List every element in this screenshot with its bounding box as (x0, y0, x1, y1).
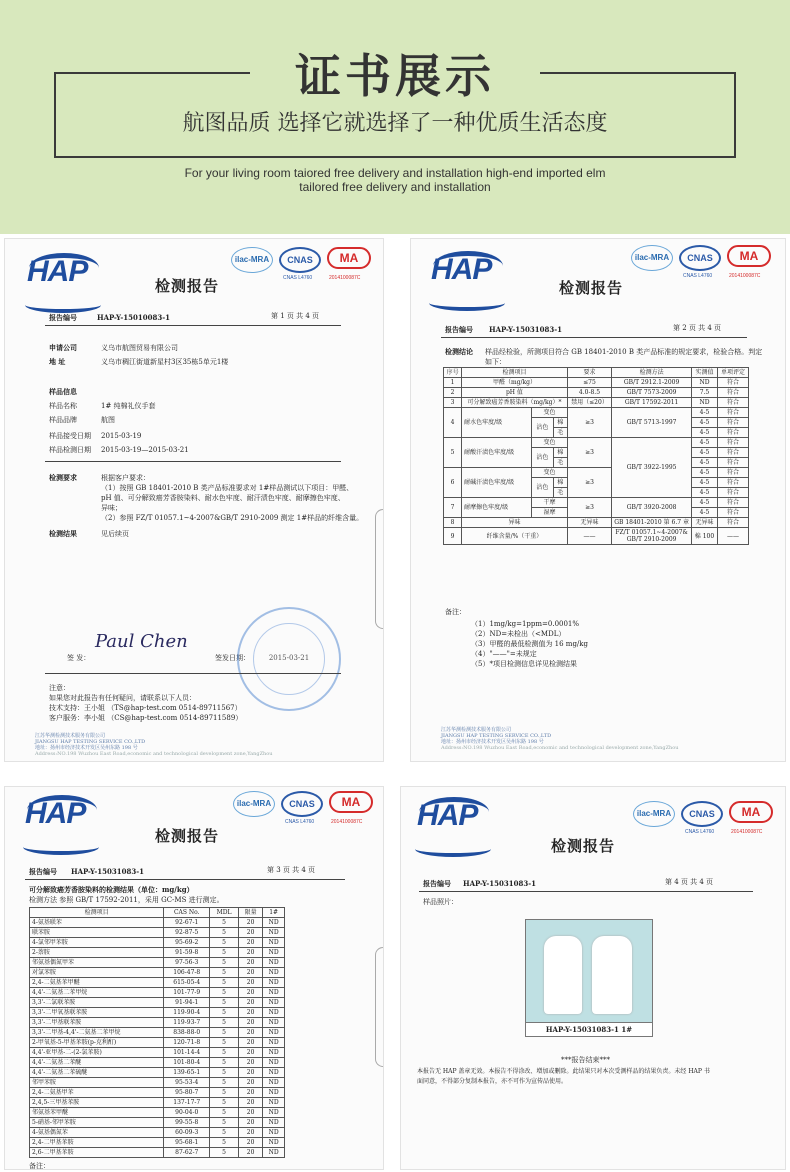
disclaimer-line-1: 本报告无 HAP 盖章无效。本报告不得涂改、增加或删除。此结果只对本次受测样品的结果负责。未经 HAP 书 (417, 1068, 710, 1075)
col-no: 序号 (444, 368, 462, 378)
divider (441, 337, 747, 338)
cas-number: 137-17-7 (164, 1098, 210, 1108)
requirement-line-4: 异味； (101, 504, 122, 512)
limit-value: 20 (238, 1108, 262, 1118)
note-line-3: （3）甲醛的最低检测值为 16 mg/kg (471, 640, 589, 648)
divider (45, 673, 341, 674)
test-seal-stamp (237, 607, 341, 711)
amine-name: 4,4'-二氨基二苯甲烷 (30, 988, 164, 998)
cas-number: 95-68-1 (164, 1138, 210, 1148)
cas-number: 95-69-2 (164, 938, 210, 948)
cas-number: 92-87-5 (164, 928, 210, 938)
limit-value: 20 (238, 958, 262, 968)
received-date: 2015-03-19 (101, 432, 142, 440)
limit-value: 20 (238, 938, 262, 948)
cas-number: 87-62-7 (164, 1148, 210, 1158)
table-row: 毛 4-5 符合 (444, 428, 749, 438)
table-row: 2 pH 值 4.0-8.5 GB/T 7573-2009 7.5 符合 (444, 388, 749, 398)
amine-name: 4-氨基偶氮苯 (30, 1128, 164, 1138)
amine-name: 4,4'-二氨基二苯醚 (30, 1058, 164, 1068)
table-row (30, 1008, 285, 1018)
binding-edge (375, 509, 383, 629)
col-req: 要求 (567, 368, 611, 378)
amine-name: 3,3'-二甲基-4,4'-二氨基二苯甲烷 (30, 1028, 164, 1038)
col-item: 检测项目 (462, 368, 568, 378)
test-date-label: 样品检测日期 (49, 446, 91, 454)
cnas-logo: CNAS (681, 801, 723, 827)
report-no: HAP-Y-15031083-1 (71, 867, 145, 876)
limit-value: 20 (238, 1038, 262, 1048)
cnas-logo: CNAS (281, 791, 323, 817)
received-date-label: 样品接受日期 (49, 432, 91, 440)
footer-address-en: Address:NO.198 Wuzhou East Road,economic and technological development zone,YangZhou (35, 751, 273, 757)
result-value: ND (263, 1078, 285, 1088)
table-row (30, 1148, 285, 1158)
result-value: ND (263, 998, 285, 1008)
result-value: ND (263, 978, 285, 988)
table-row (30, 998, 285, 1008)
table-row (30, 968, 285, 978)
cas-number: 615-05-4 (164, 978, 210, 988)
result-value: ND (263, 1018, 285, 1028)
table-row (30, 1068, 285, 1078)
brand-label: 样品品牌 (49, 416, 77, 424)
amine-name: 2,4-二氨基苯甲醚 (30, 978, 164, 988)
footer-address-en: Address:NO.198 Wuzhou East Road,economic and technological development zone,YangZhou (441, 745, 679, 751)
limit-value: 20 (238, 988, 262, 998)
limit-value: 20 (238, 1028, 262, 1038)
sample-name: 1# 纯棉礼仪手套 (101, 402, 156, 410)
report-no: HAP-Y-15031083-1 (489, 325, 563, 334)
cma-logo: MA (329, 791, 373, 813)
cnas-logo: CNAS (679, 245, 721, 271)
limit-value: 20 (238, 1008, 262, 1018)
hap-logo: HAP (21, 795, 103, 855)
limit-value: 20 (238, 1138, 262, 1148)
hap-logo: HAP (427, 251, 509, 311)
limit-value: 20 (238, 928, 262, 938)
cma-logo: MA (727, 245, 771, 267)
report-page-3 (4, 786, 384, 1170)
table-row (30, 1088, 285, 1098)
cas-number: 139-65-1 (164, 1068, 210, 1078)
photo-caption: HAP-Y-15031083-1 1# (526, 1022, 652, 1036)
mdl-value: 5 (210, 988, 239, 998)
report-no-label: 报告编号 (423, 879, 451, 888)
sample-info-label: 样品信息 (49, 387, 77, 396)
table-row (30, 1028, 285, 1038)
glove-right (592, 936, 632, 1014)
table-row (30, 978, 285, 988)
header-banner (0, 0, 790, 234)
brand: 航图 (101, 416, 115, 424)
page-subtitle: 航图品质 选择它就选择了一种优质生活态度 (182, 111, 608, 136)
certification-badges (633, 801, 783, 841)
report-no-label: 报告编号 (49, 313, 77, 322)
ilac-mra-logo: ilac-MRA (233, 791, 275, 817)
cnas-caption: CNAS L4760 (285, 819, 315, 825)
mdl-value: 5 (210, 1078, 239, 1088)
divider (419, 891, 753, 892)
amine-name: 邻氨基偶氮甲苯 (30, 958, 164, 968)
footer-address: 地址：扬州市经济技术开发区吴州东路 198 号 (35, 745, 138, 751)
address-label: 地 址 (49, 357, 66, 366)
page-info: 第 3 页 共 4 页 (267, 866, 316, 874)
mdl-value: 5 (210, 1088, 239, 1098)
cas-number: 90-04-0 (164, 1108, 210, 1118)
limit-value: 20 (238, 948, 262, 958)
report-no-label: 报告编号 (29, 867, 57, 876)
footer-company-en: JIANGSU HAP TESTING SERVICE CO.,LTD (35, 739, 146, 745)
result-value: ND (263, 988, 285, 998)
report-page-1 (4, 238, 384, 762)
table-row (30, 928, 285, 938)
result-value: ND (263, 958, 285, 968)
amine-name: 联苯胺 (30, 928, 164, 938)
table-header-row (30, 908, 285, 918)
result-value: ND (263, 1098, 285, 1108)
certification-badges (231, 247, 381, 287)
result-value: ND (263, 1088, 285, 1098)
table-row: 9 纤维含量/%（干重） —— FZ/T 01057.1~4-2007& GB/T 2910-2009 棉 100 —— (444, 528, 749, 545)
table-row: 3 可分解致癌芳香胺染料（mg/kg）* 禁用（≤20） GB/T 17592-2011 ND 符合 (444, 398, 749, 408)
table-row: 沾色 棉 4-5 符合 (444, 448, 749, 458)
cnas-caption: CNAS L4760 (683, 273, 713, 279)
report-no-label: 报告编号 (445, 325, 473, 334)
amine-name: 2,4-二氨基甲苯 (30, 1088, 164, 1098)
table-row (30, 938, 285, 948)
report-page-4 (400, 786, 786, 1170)
mdl-value: 5 (210, 1058, 239, 1068)
applicant-label: 申请公司 (49, 343, 77, 352)
cas-number: 91-59-8 (164, 948, 210, 958)
amine-name: 4,4'-亚甲基-二-(2-氯苯胺) (30, 1048, 164, 1058)
table-row (30, 958, 285, 968)
table-row (30, 918, 285, 928)
notes-label: 备注： (29, 1162, 50, 1170)
cas-number: 838-88-0 (164, 1028, 210, 1038)
footer-company-en: JIANGSU HAP TESTING SERVICE CO.,LTD (441, 733, 552, 739)
limit-value: 20 (238, 968, 262, 978)
table-row (30, 1018, 285, 1028)
binding-edge (375, 947, 383, 1067)
notes-label: 备注： (445, 608, 466, 616)
hap-logo: HAP (413, 797, 495, 857)
amine-name: 2,6-二甲基苯胺 (30, 1148, 164, 1158)
limit-value: 20 (238, 1018, 262, 1028)
table-row: 5 耐酸汗渍色牢度/级 变色 ≥3 GB/T 3922-1995 4-5 符合 (444, 438, 749, 448)
cas-number: 120-71-8 (164, 1038, 210, 1048)
result-value: ND (263, 928, 285, 938)
amine-name: 4-氯邻甲苯胺 (30, 938, 164, 948)
limit-value: 20 (238, 918, 262, 928)
amine-name: 邻甲苯胺 (30, 1078, 164, 1088)
footer-company: 江苏华测检测技术服务有限公司 (35, 733, 106, 739)
ilac-mra-logo: ilac-MRA (231, 247, 273, 273)
divider (45, 325, 341, 326)
mdl-value: 5 (210, 978, 239, 988)
result-value: ND (263, 1058, 285, 1068)
amine-name: 2-甲氧基-5-甲基苯胺(p-克利酊) (30, 1038, 164, 1048)
sample-photo (525, 919, 653, 1037)
method-line: 检测方法 参照 GB/T 17592-2011，采用 GC-MS 进行测定。 (29, 896, 224, 904)
mdl-value: 5 (210, 948, 239, 958)
col-result: 1# (263, 908, 285, 918)
amine-name: 3,3'-二甲氧基联苯胺 (30, 1008, 164, 1018)
cas-number: 101-77-9 (164, 988, 210, 998)
report-end-text: ***报告结束*** (561, 1056, 610, 1064)
certification-badges (233, 791, 383, 831)
col-value: 实测值 (691, 368, 717, 378)
cas-number: 91-94-1 (164, 998, 210, 1008)
col-eval: 单项评定 (717, 368, 748, 378)
report-title: 检测报告 (559, 279, 624, 297)
limit-value: 20 (238, 1098, 262, 1108)
mdl-value: 5 (210, 1048, 239, 1058)
amine-name: 4,4'-二氨基二苯硫醚 (30, 1068, 164, 1078)
mdl-value: 5 (210, 998, 239, 1008)
col-cas: CAS No. (164, 908, 210, 918)
result-value: ND (263, 1138, 285, 1148)
mdl-value: 5 (210, 918, 239, 928)
limit-value: 20 (238, 1078, 262, 1088)
table-row (30, 1138, 285, 1148)
mdl-value: 5 (210, 1118, 239, 1128)
amine-table (29, 907, 285, 1158)
amine-name: 2-萘胺 (30, 948, 164, 958)
table-row: 沾色 棉 4-5 符合 (444, 418, 749, 428)
result-value: ND (263, 1038, 285, 1048)
requirement-line-1: 根据客户要求： (101, 474, 150, 482)
note-line-3: 客户服务：李小姐 （CS@hap-test.com 0514-89711589） (49, 714, 243, 722)
requirement-line-2: （1）按照 GB 18401-2010 B 类产品标准要求对 1#样品测试以下项目：甲醛、 (101, 484, 354, 492)
table-header-row (444, 368, 749, 378)
cas-number: 95-53-4 (164, 1078, 210, 1088)
cas-number: 119-93-7 (164, 1018, 210, 1028)
limit-value: 20 (238, 998, 262, 1008)
conclusion-line-1: 样品经检验，所测项目符合 GB 18401-2010 B 类产品标准的规定要求，检验合格。判定 (485, 348, 763, 356)
cnas-caption: CNAS L4760 (685, 829, 715, 835)
cas-number: 97-56-3 (164, 958, 210, 968)
results-table (443, 367, 749, 545)
limit-value: 20 (238, 1088, 262, 1098)
ma-caption: 2014100087C (331, 819, 363, 825)
table-row (30, 1098, 285, 1108)
col-item: 检测项目 (30, 908, 164, 918)
mdl-value: 5 (210, 1068, 239, 1078)
cas-number: 106-47-8 (164, 968, 210, 978)
limit-value: 20 (238, 1068, 262, 1078)
test-date: 2015-03-19—2015-03-21 (101, 446, 189, 454)
report-title: 检测报告 (155, 277, 220, 295)
limit-value: 20 (238, 1048, 262, 1058)
result-value: ND (263, 1008, 285, 1018)
ma-caption: 2014100087C (731, 829, 763, 835)
col-method: 检测方法 (612, 368, 692, 378)
limit-value: 20 (238, 1118, 262, 1128)
applicant: 义乌市航图贸易有限公司 (101, 344, 178, 352)
english-tagline (0, 166, 790, 194)
conclusion-label: 检测结论 (445, 347, 473, 356)
table-row: 毛 4-5 符合 (444, 458, 749, 468)
hap-logo: HAP (23, 253, 105, 313)
cas-number: 95-80-7 (164, 1088, 210, 1098)
table-row (30, 1118, 285, 1128)
requirement-label: 检测要求 (49, 473, 77, 482)
mdl-value: 5 (210, 938, 239, 948)
amine-name: 5-硝基-邻甲苯胺 (30, 1118, 164, 1128)
col-limit: 限量 (238, 908, 262, 918)
result-value: ND (263, 918, 285, 928)
note-line-5: （5）*项目检测信息详见检测结果 (471, 660, 577, 668)
result-value: ND (263, 1068, 285, 1078)
result-value: ND (263, 938, 285, 948)
glove-left (544, 936, 582, 1014)
cma-logo: MA (729, 801, 773, 823)
table-row: 7 耐摩擦色牢度/级 干摩 ≥3 GB/T 3920-2008 4-5 符合 (444, 498, 749, 508)
cma-logo: MA (327, 247, 371, 269)
ma-caption: 2014100087C (329, 275, 361, 281)
table-row: 1 甲醛（mg/kg） ≤75 GB/T 2912.1-2009 ND 符合 (444, 378, 749, 388)
amine-name: 2,4-二甲基苯胺 (30, 1138, 164, 1148)
english-tagline-line1: For your living room taiored free delivery and installation high-end imported elm (184, 166, 606, 180)
table-row (30, 1128, 285, 1138)
table-row: 湿摩 4-5 符合 (444, 508, 749, 518)
result-value: ND (263, 948, 285, 958)
cas-number: 92-67-1 (164, 918, 210, 928)
requirement-line-5: （2）参照 FZ/T 01057.1~4-2007&GB/T 2910-2009 测定 1#样品的纤维含量。 (101, 514, 364, 522)
limit-value: 20 (238, 1058, 262, 1068)
table-row (30, 1078, 285, 1088)
mdl-value: 5 (210, 968, 239, 978)
result-value: ND (263, 1028, 285, 1038)
cnas-caption: CNAS L4760 (283, 275, 313, 281)
mdl-value: 5 (210, 958, 239, 968)
table-row: 沾色 棉 4-5 符合 (444, 478, 749, 488)
footer-address: 地址：扬州市经济技术开发区吴州东路 198 号 (441, 739, 544, 745)
result-value: ND (263, 1108, 285, 1118)
result-value: ND (263, 1128, 285, 1138)
table-row: 4 耐水色牢度/级 变色 ≥3 GB/T 5713-1997 4-5 符合 (444, 408, 749, 418)
table-row (30, 1038, 285, 1048)
mdl-value: 5 (210, 1128, 239, 1138)
mdl-value: 5 (210, 928, 239, 938)
table-row (30, 1048, 285, 1058)
section-title: 可分解致癌芳香胺染料的检测结果（单位：mg/kg） (29, 885, 194, 894)
note-line-1: （1）1mg/kg=1ppm=0.0001% (471, 620, 580, 628)
requirement-line-3: pH 值、可分解致癌芳香胺染料、耐水色牢度、耐汗渍色牢度、耐摩擦色牢度、 (101, 494, 345, 502)
report-title: 检测报告 (155, 827, 220, 845)
note-line-4: （4）"——"=未规定 (471, 650, 537, 658)
table-row (30, 988, 285, 998)
amine-name: 3,3'-二甲基联苯胺 (30, 1018, 164, 1028)
mdl-value: 5 (210, 1008, 239, 1018)
page-info: 第 2 页 共 4 页 (673, 324, 722, 332)
result-value: ND (263, 1148, 285, 1158)
sign-date: 2015-03-21 (268, 654, 310, 662)
divider (25, 879, 345, 880)
conclusion-line-2: 如下： (485, 358, 506, 366)
note-line-2: 技术支持：王小姐 （TS@hap-test.com 0514-89711567） (49, 704, 242, 712)
photo-label: 样品照片： (423, 898, 458, 906)
cas-number: 60-09-3 (164, 1128, 210, 1138)
note-line-1: 如果您对此报告有任何疑问，请联系以下人员： (49, 694, 196, 702)
sign-date-label: 签发日期： (215, 654, 250, 662)
limit-value: 20 (238, 1148, 262, 1158)
table-row: 毛 4-5 符合 (444, 488, 749, 498)
footer-company: 江苏华测检测技术服务有限公司 (441, 727, 512, 733)
limit-value: 20 (238, 1128, 262, 1138)
result-value: ND (263, 1048, 285, 1058)
cas-number: 101-14-4 (164, 1048, 210, 1058)
mdl-value: 5 (210, 1038, 239, 1048)
disclaimer-line-2: 面同意，不得部分复制本报告，亦不可作为宣传品使用。 (417, 1078, 568, 1085)
ma-caption: 2014100087C (729, 273, 761, 279)
signature: Paul Chen (95, 631, 188, 652)
mdl-value: 5 (210, 1138, 239, 1148)
page-title: 证书展示 (295, 49, 495, 103)
amine-name: 4-氨基联苯 (30, 918, 164, 928)
limit-value: 20 (238, 978, 262, 988)
mdl-value: 5 (210, 1148, 239, 1158)
result-label: 检测结果 (49, 529, 77, 538)
report-no: HAP-Y-15031083-1 (463, 879, 537, 888)
table-row (30, 1058, 285, 1068)
cas-number: 119-90-4 (164, 1008, 210, 1018)
table-row: 6 耐碱汗渍色牢度/级 变色 ≥3 4-5 符合 (444, 468, 749, 478)
address: 义乌市稠江街道新星村3区35栋5单元1楼 (101, 358, 229, 366)
table-row (30, 948, 285, 958)
divider (45, 461, 341, 462)
ilac-mra-logo: ilac-MRA (633, 801, 675, 827)
cas-number: 101-80-4 (164, 1058, 210, 1068)
table-row: 8 异味 无异味 GB 18401-2010 第 6.7 章 无异味 符合 (444, 518, 749, 528)
result: 见后续页 (101, 530, 129, 538)
amine-name: 对氯苯胺 (30, 968, 164, 978)
page-info: 第 4 页 共 4 页 (665, 878, 714, 886)
mdl-value: 5 (210, 1028, 239, 1038)
note-line-2: （2）ND=未检出（<MDL） (471, 630, 566, 638)
certification-badges (631, 245, 781, 285)
table-row (30, 1108, 285, 1118)
result-value: ND (263, 1118, 285, 1128)
ilac-mra-logo: ilac-MRA (631, 245, 673, 271)
mdl-value: 5 (210, 1098, 239, 1108)
col-mdl: MDL (210, 908, 239, 918)
mdl-value: 5 (210, 1018, 239, 1028)
result-value: ND (263, 968, 285, 978)
cnas-logo: CNAS (279, 247, 321, 273)
note-label: 注意： (49, 684, 70, 692)
report-page-2 (410, 238, 786, 762)
sample-name-label: 样品名称 (49, 402, 77, 410)
mdl-value: 5 (210, 1108, 239, 1118)
page-info: 第 1 页 共 4 页 (271, 312, 320, 320)
sign-label: 签 发： (67, 654, 91, 662)
report-title: 检测报告 (551, 837, 616, 855)
amine-name: 2,4,5-三甲基苯胺 (30, 1098, 164, 1108)
report-no: HAP-Y-15010083-1 (97, 313, 171, 322)
cas-number: 99-55-8 (164, 1118, 210, 1128)
amine-name: 3,3'-二氯联苯胺 (30, 998, 164, 1008)
amine-name: 邻氨基苯甲醚 (30, 1108, 164, 1118)
english-tagline-line2: tailored free delivery and installation (299, 180, 491, 194)
